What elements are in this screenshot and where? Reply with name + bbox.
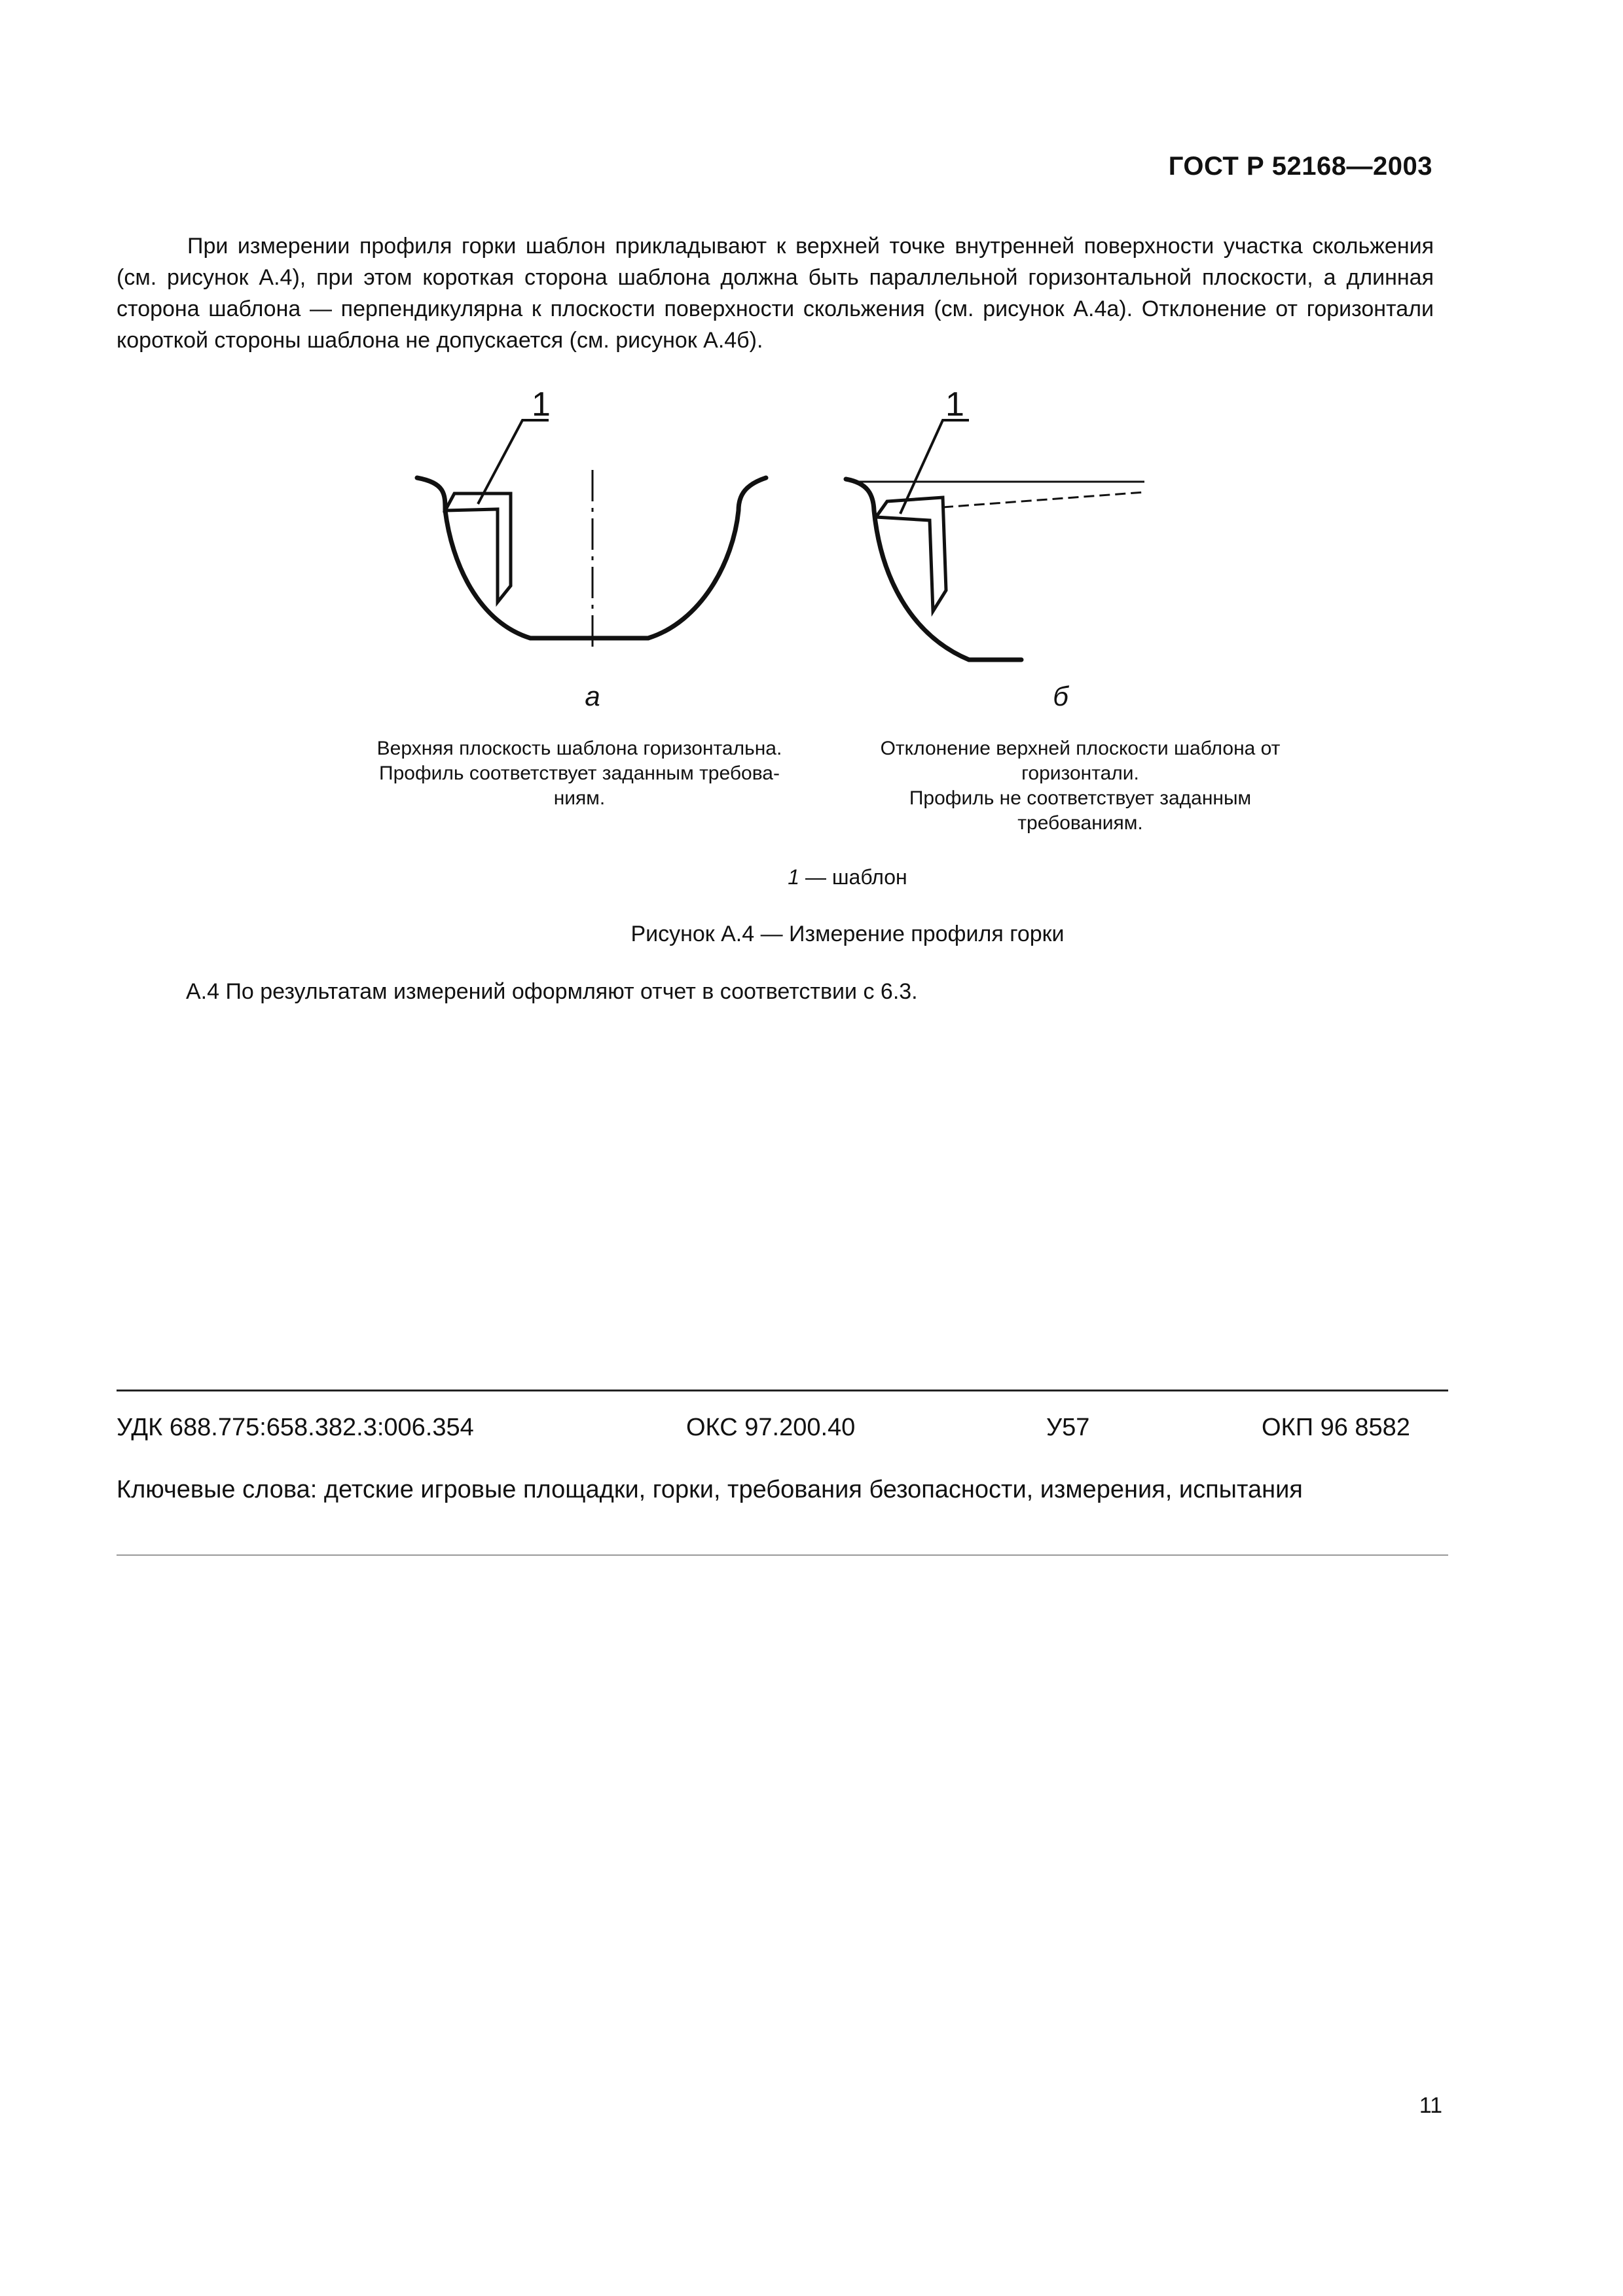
sub-letter-a: а xyxy=(585,681,600,711)
oks-code: ОКС 97.200.40 xyxy=(686,1414,856,1441)
okp-code: ОКП 96 8582 xyxy=(1262,1414,1410,1441)
intro-paragraph: При измерении профиля горки шаблон прикладывают к верхней точке внутренней поверхности участка скольжения (см. рисунок А.4), при этом короткая сторона шаблона должна быть параллельной горизонтальной плоскости, а длинная сторона шаблона — перпендикулярна к плоскости поверхности скольжения (см. рисунок А.4а). Отклонение от горизонтали короткой стороны шаблона не допускается (см. рисунок А.4б). xyxy=(117,234,1434,353)
legend-number: 1 xyxy=(788,865,800,889)
slide-profile-b xyxy=(846,479,1021,660)
profile-b xyxy=(846,479,1021,660)
caption-a-line-1: Верхняя плоскость шаблона горизонтальна. xyxy=(376,738,782,759)
caption-a xyxy=(344,736,815,811)
document-code: ГОСТ Р 52168—2003 xyxy=(1168,152,1432,181)
template-shape-b xyxy=(876,497,946,611)
caption-a-line-2: Профиль соответствует заданным требова- xyxy=(379,762,780,784)
footer-rule-top xyxy=(117,1390,1448,1391)
figure-title: Рисунок А.4 — Измерение профиля горки xyxy=(630,922,1065,946)
caption-b-line-4: требованиям. xyxy=(1017,812,1143,834)
footer-rule-bottom xyxy=(117,1554,1448,1556)
figure-a4 xyxy=(0,380,1623,903)
page-number: 11 xyxy=(1419,2093,1442,2118)
template-b xyxy=(876,497,946,611)
caption-b-line-3: Профиль не соответствует заданным xyxy=(909,787,1252,809)
clause-a4: А.4 По результатам измерений оформляют отчет в соответствии с 6.3. xyxy=(186,979,918,1004)
callout-leader-a xyxy=(478,420,549,504)
caption-b-line-2: горизонтали. xyxy=(1021,762,1139,784)
keywords-line: Ключевые слова: детские игровые площадки, горки, требования безопасности, измерения, испытания xyxy=(117,1476,1303,1503)
udk-code: УДК 688.775:658.382.3:006.354 xyxy=(117,1414,474,1441)
caption-b-line-1: Отклонение верхней плоскости шаблона от xyxy=(880,738,1281,759)
callout-label-b: 1 xyxy=(945,386,964,423)
figure-drawing xyxy=(0,380,1623,903)
figure-legend xyxy=(0,865,1623,889)
legend-text: — шаблон xyxy=(799,865,907,889)
callout-label-a: 1 xyxy=(532,386,551,423)
sub-letter-b: б xyxy=(1053,681,1068,711)
deviation-line-b xyxy=(943,492,1144,507)
group-code: У57 xyxy=(1046,1414,1090,1441)
caption-a-line-3: ниям. xyxy=(553,787,606,809)
caption-b xyxy=(845,736,1316,836)
